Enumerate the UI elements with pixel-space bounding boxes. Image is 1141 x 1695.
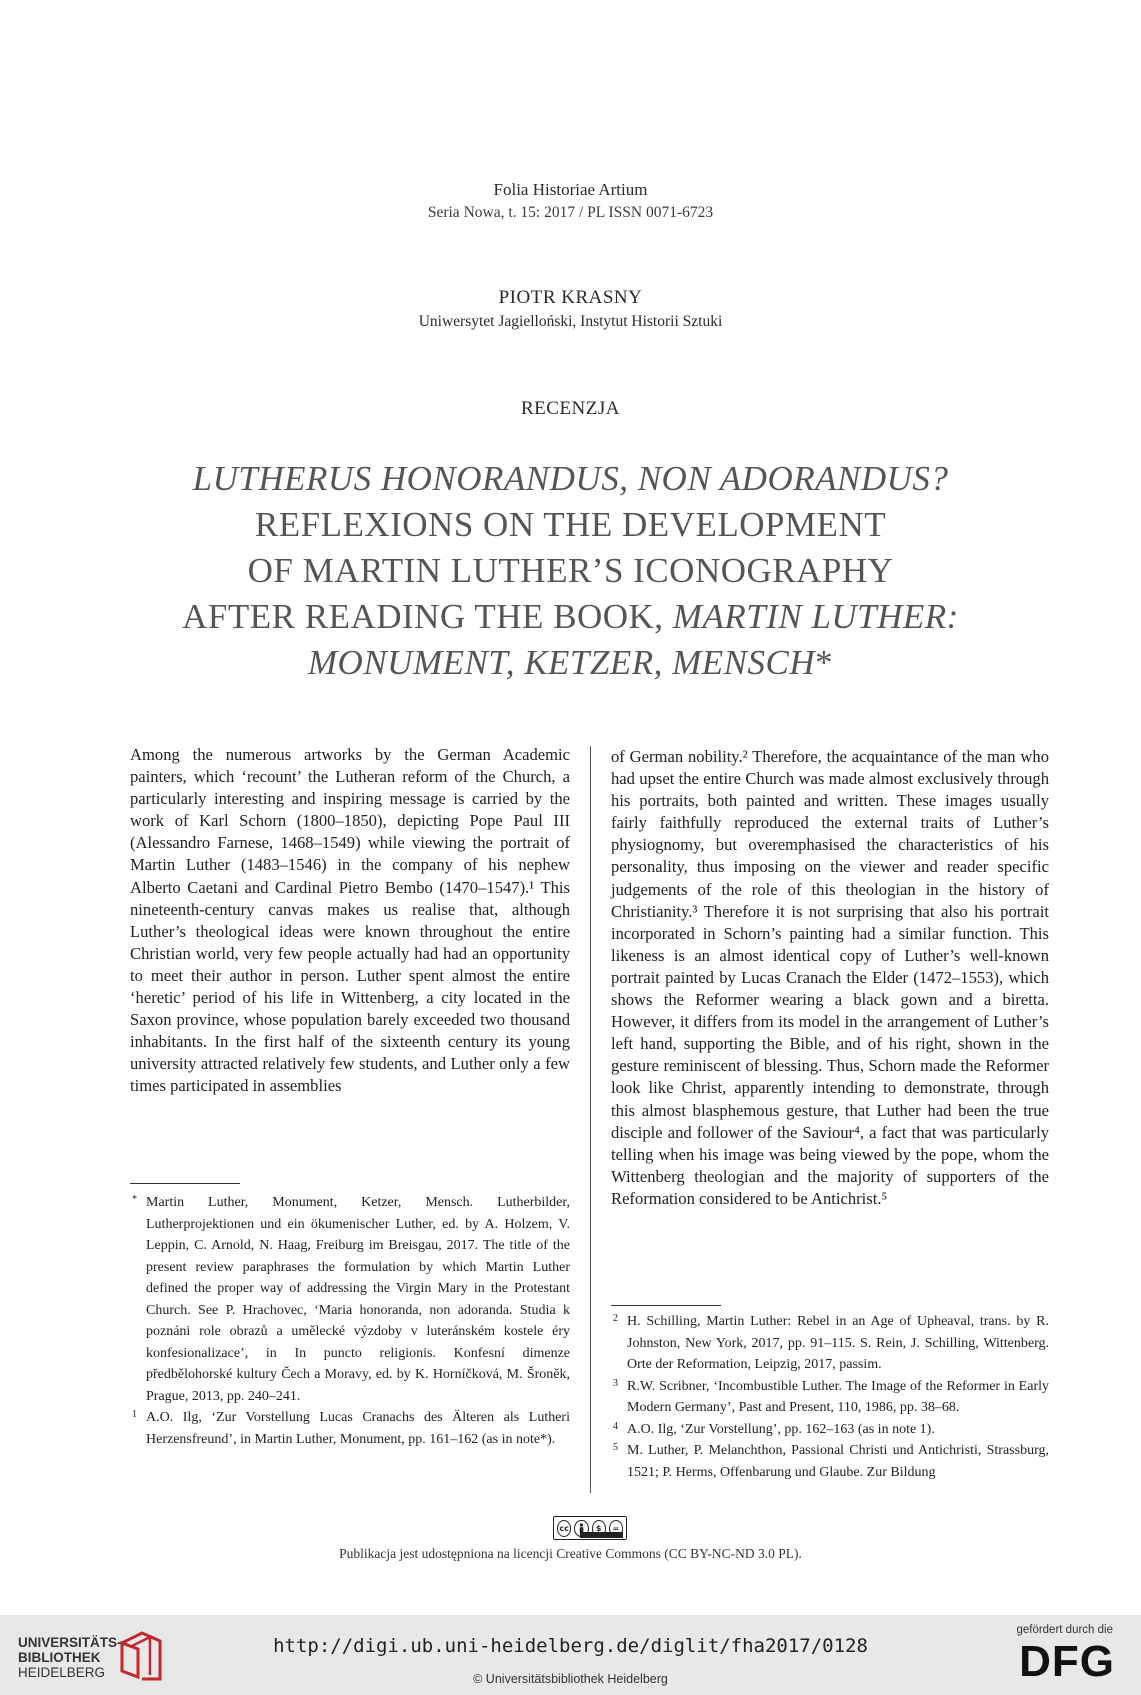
license-text: Publikacja jest udostępniona na licencji Creative Commons (CC BY-NC-ND 3.0 PL). — [339, 1546, 802, 1561]
footnote: 3 R.W. Scribner, ‘Incombustible Luther. The Image of the Reformer in Early Modern Germany’, Past and Present, 110, 1986, pp. 38–68. — [613, 1377, 1049, 1415]
footnote: 2 H. Schilling, Martin Luther: Rebel in an Age of Upheaval, trans. by R. Johnston, New York, 2017, pp. 91–115. S. Rein, J. Schilling, Wittenberg. Orte der Reformation, Leipzig, 2017, passim. — [613, 1313, 1049, 1372]
footnotes-right — [611, 1311, 1049, 1483]
nc-icon: $ — [592, 1520, 606, 1537]
funding-label: gefördert durch die — [1016, 1624, 1113, 1636]
dfg-logo-icon: DFG — [1019, 1637, 1115, 1686]
title-line-5: MONUMENT, KETZER, MENSCH* — [307, 643, 834, 682]
library-name: UNIVERSITÄTS- BIBLIOTHEK HEIDELBERG — [18, 1635, 122, 1680]
title-line-4: AFTER READING THE BOOK, MARTIN LUTHER: — [182, 597, 959, 636]
copyright-text: © Universitätsbibliothek Heidelberg — [473, 1672, 668, 1686]
column-divider — [590, 746, 591, 1493]
footnote: 1 A.O. Ilg, ‘Zur Vorstellung Lucas Cranachs des Älteren als Lutheri Herzensfreund’, in Martin Luther, Monument, pp. 161–162 (as in note*). — [132, 1409, 570, 1447]
footer-bar — [0, 1615, 1141, 1695]
author-affiliation: Uniwersytet Jagielloński, Instytut Historii Sztuki — [418, 313, 723, 330]
nd-icon: = — [609, 1520, 623, 1537]
footnote: 4 A.O. Ilg, ‘Zur Vorstellung’, pp. 162–163 (as in note 1). — [613, 1420, 935, 1437]
title-line-2: REFLEXIONS ON THE DEVELOPMENT — [254, 505, 887, 544]
journal-name: Folia Historiae Artium — [493, 180, 648, 199]
body-column-right: of German nobility.² Therefore, the acquaintance of the man who had upset the entire Church was made almost exclusively through his portraits, both painted and written. These images usually fairly faithfully reproduced the external traits of Luther’s physiognomy, but overemphasised the characteristics of his personality, thus imposing on the viewer and reader specific judgements of the role of this theologian in the history of Christianity.³ Therefore it is not surprising that also his portrait incorporated in Schorn’s painting had a similar function. This likeness is an almost identical copy of Luther’s well-known portrait painted by Lucas Cranach the Elder (1472–1553), which shows the Reformer wearing a black gown and a biretta. However, it differs from its model in the arrangement of Luther’s left hand, supporting the Bible, and of his right, shown in the gesture reminiscent of blessing. Thus, Schorn made the Reformer look like Christ, apparently intending to demonstrate, through this almost blasphemous gesture, that Luther had been the true disciple and follower of the Saviour⁴, a fact that was particularly telling when his image was being viewed by the pope, whom the Wittenberg theologian and the majority of supporters of the Reformation considered to be Antichrist.⁵ — [611, 747, 1049, 1208]
title-line-1: LUTHERUS HONORANDUS, NON ADORANDUS? — [192, 459, 949, 498]
cc-badge-bar — [580, 1532, 623, 1538]
footnote: * Martin Luther, Monument, Ketzer, Mensch. Lutherbilder, Lutherprojektionen und ein ökumenischer Luther, ed. by A. Holzem, V. Leppin, C. Arnold, N. Haag, Freiburg im Breisgau, 2017. The title of the present review paraphrases the formulation by which Martin Luther defined the proper way of addressing the Virgin Mary in the Protestant Church. See P. Hrachovec, ‘Maria honoranda, non adoranda. Studia k poznáni role obrazů a umělecké výzdoby v luteránském kostele éry konfesionalizace’, in In puncto religionis. Konfesní dimenze předbělohorské kultury Čech a Moravy, ed. by K. Horníčková, M. Šroněk, Prague, 2013, pp. 240–241. — [132, 1194, 570, 1404]
journal-info: Seria Nowa, t. 15: 2017 / PL ISSN 0071-6723 — [427, 204, 714, 221]
creative-commons-badge-icon[interactable] — [553, 1516, 627, 1540]
footnotes-left — [130, 1192, 570, 1450]
body-column-left: Among the numerous artworks by the German Academic painters, which ‘recount’ the Lutheran reform of the Church, a particularly interesting and inspiring message is carried by the work of Karl Schorn (1800–1850), depicting Pope Paul III (Alessandro Farnese, 1468–1549) while viewing the portrait of Martin Luther (1483–1546) in the company of his nephew Alberto Caetani and Cardinal Pietro Bembo (1470–1547).¹ This nineteenth-century canvas makes us realise that, although Luther’s theological ideas were known throughout the entire Christian world, very few people actually had had an opportunity to meet their author in person. Luther spent almost the entire ‘heretic’ period of his life in Wittenberg, a city located in the Saxon province, whose population barely exceeded two thousand inhabitants. In the first half of the sixteenth century its young university attracted relatively few students, and Luther only a few times participated in assemblies — [130, 745, 570, 1096]
footnote-rule-left — [130, 1183, 240, 1184]
footnote: 5 M. Luther, P. Melanchthon, Passional Christi und Antichristi, Strassburg, 1521; P. Herms, Offenbarung und Glaube. Zur Bildung — [613, 1442, 1049, 1480]
cc-icon: cc — [557, 1520, 571, 1537]
title-line-3: OF MARTIN LUTHER’S ICONOGRAPHY — [247, 551, 894, 590]
author-name: PIOTR KRASNY — [498, 287, 643, 308]
article-title — [120, 456, 1021, 686]
page-url-link[interactable]: http://digi.ub.uni-heidelberg.de/diglit/fha2017/0128 — [273, 1635, 868, 1657]
section-label: RECENZJA — [521, 398, 620, 419]
footnote-rule-right — [611, 1305, 721, 1306]
